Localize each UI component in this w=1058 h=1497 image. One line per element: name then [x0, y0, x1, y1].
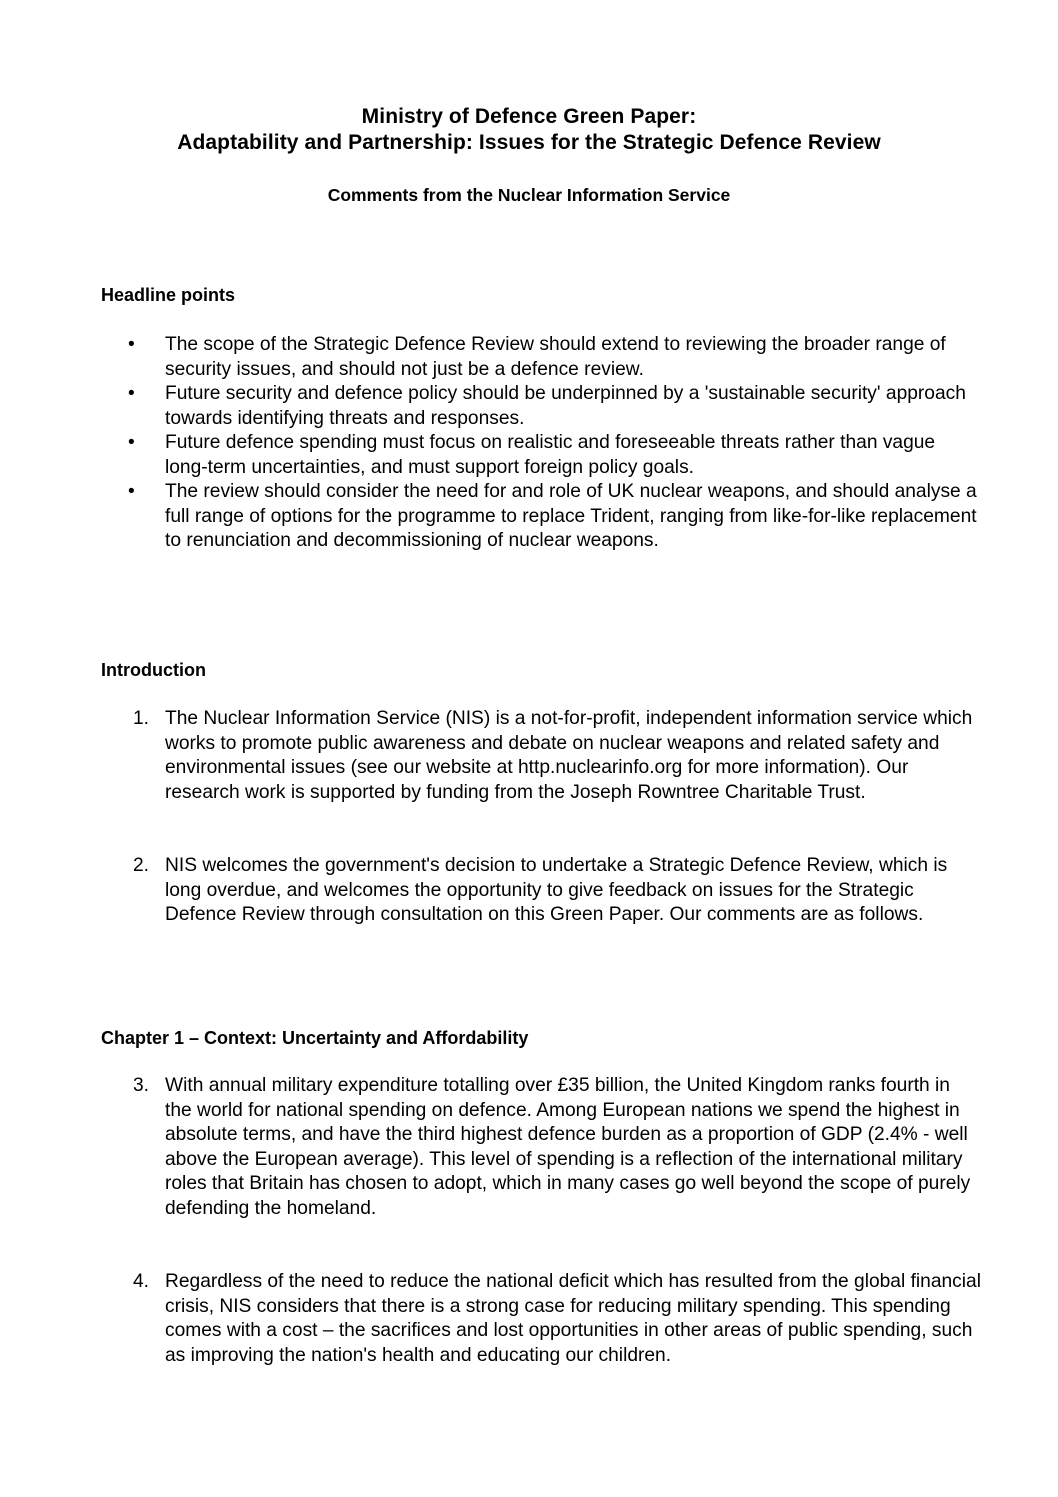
list-item: [101, 333, 981, 382]
list-item-text: The scope of the Strategic Defence Review should extend to reviewing the broader range of security issues, and should not just be a defence review.: [165, 334, 946, 380]
list-item: [101, 480, 981, 554]
title-line-1: Ministry of Defence Green Paper:: [361, 105, 697, 128]
headline-points-list: [101, 333, 981, 554]
headline-points-heading: Headline points: [101, 285, 236, 305]
chapter-1-heading: Chapter 1 – Context: Uncertainty and Affordability: [101, 1028, 529, 1048]
paragraph-text: NIS welcomes the government's decision to undertake a Strategic Defence Review, which is long overdue, and welcomes the opportunity to give feedback on issues for the Strategic Defence Review through consultation on this Green Paper. Our comments are as follows.: [165, 855, 948, 925]
list-item-text: The review should consider the need for and role of UK nuclear weapons, and should analyse a full range of options for the programme to replace Trident, ranging from like-for-like replacement to renunciation and decommissioning of nuclear weapons.: [165, 481, 977, 551]
paragraph-text: The Nuclear Information Service (NIS) is a not-for-profit, independent information service which works to promote public awareness and debate on nuclear weapons and related safety and environmental issues (see our website at http.nuclearinfo.org for more information). Our research work is supported by funding from the Joseph Rowntree Charitable Trust.: [165, 708, 973, 803]
paragraph-number: 4.: [133, 1271, 150, 1292]
introduction-heading: Introduction: [101, 660, 206, 680]
paragraph-number: 2.: [133, 855, 150, 876]
paragraph-3: [101, 1074, 981, 1221]
document-subtitle: Comments from the Nuclear Information Service: [327, 185, 731, 205]
bullet-icon: •: [128, 481, 135, 502]
paragraph-4: [101, 1270, 981, 1368]
paragraph-text: With annual military expenditure totalling over £35 billion, the United Kingdom ranks fourth in the world for national spending on defence. Among European nations we spend the highest in absolute terms, and have the third highest defence burden as a proportion of GDP (2.4% - well above the European average). This level of spending is a reflection of the international military roles that Britain has chosen to adopt, which in many cases go well beyond the scope of purely defending the homeland.: [165, 1075, 971, 1219]
title-line-2: Adaptability and Partnership: Issues for the Strategic Defence Review: [177, 131, 881, 154]
list-item: [101, 382, 981, 431]
paragraph-text: Regardless of the need to reduce the national deficit which has resulted from the global financial crisis, NIS considers that there is a strong case for reducing military spending. This spending comes with a cost – the sacrifices and lost opportunities in other areas of public spending, such as improving the nation's health and educating our children.: [165, 1271, 981, 1366]
list-item-text: Future security and defence policy should be underpinned by a 'sustainable security' approach towards identifying threats and responses.: [165, 383, 966, 429]
paragraph-1: [101, 707, 981, 805]
bullet-icon: •: [128, 383, 135, 404]
paragraph-number: 3.: [133, 1075, 150, 1096]
paragraph-2: [101, 854, 981, 928]
bullet-icon: •: [128, 334, 135, 355]
list-item-text: Future defence spending must focus on realistic and foreseeable threats rather than vague long-term uncertainties, and must support foreign policy goals.: [165, 432, 936, 478]
document-title: [0, 104, 1058, 156]
bullet-icon: •: [128, 432, 135, 453]
paragraph-number: 1.: [133, 708, 150, 729]
list-item: [101, 431, 981, 480]
